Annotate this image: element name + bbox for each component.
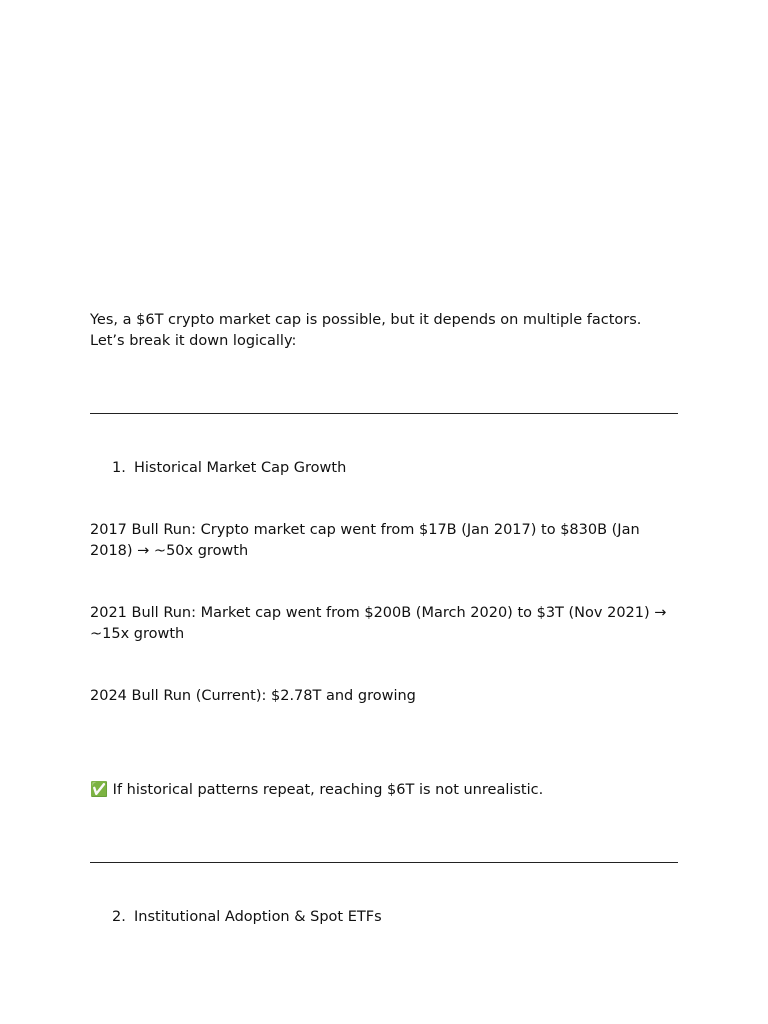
intro-line-2: Let’s break it down logically: <box>90 333 297 349</box>
section-1-heading <box>112 458 672 479</box>
divider-2 <box>90 862 678 863</box>
section-1-number: 1. <box>112 460 126 476</box>
section-2-heading <box>112 907 672 928</box>
point-2024: 2024 Bull Run (Current): $2.78T and growing <box>90 688 416 704</box>
section-1-title: Historical Market Cap Growth <box>134 460 347 476</box>
point-2021: 2021 Bull Run: Market cap went from $200B (March 2020) to $3T (Nov 2021) → ~15x growth <box>90 605 667 642</box>
section-2-title: Institutional Adoption & Spot ETFs <box>134 909 382 925</box>
intro-paragraph <box>90 310 682 352</box>
divider-1 <box>90 413 678 414</box>
point-2017: 2017 Bull Run: Crypto market cap went from $17B (Jan 2017) to $830B (Jan 2018) → ~50x growth <box>90 522 640 559</box>
section-1-conclusion: ✅ If historical patterns repeat, reaching $6T is not unrealistic. <box>90 782 544 798</box>
intro-line-1: Yes, a $6T crypto market cap is possible, but it depends on multiple factors. <box>90 312 642 328</box>
section-2-number: 2. <box>112 909 126 925</box>
